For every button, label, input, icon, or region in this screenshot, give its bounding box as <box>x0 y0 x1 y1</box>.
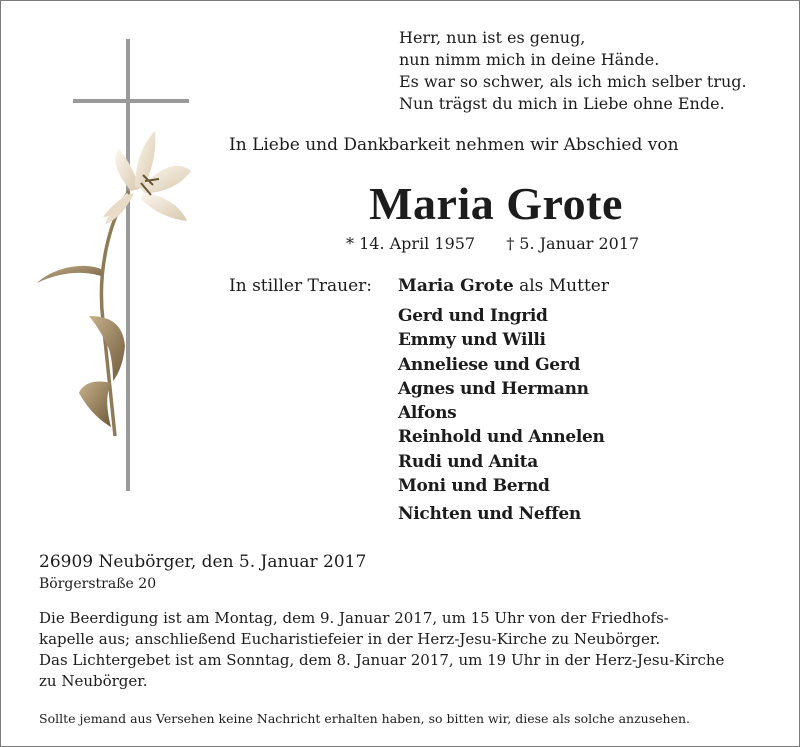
street-address: Börgerstraße 20 <box>39 576 157 592</box>
birth-date: * 14. April 1957 <box>346 234 476 253</box>
death-date: † 5. Januar 2017 <box>506 234 640 253</box>
funeral-line: zu Neubörger. <box>39 672 148 690</box>
cross-icon-bar <box>73 99 189 103</box>
funeral-line: Die Beerdigung ist am Montag, dem 9. Januar 2017, um 15 Uhr von der Friedhofs- <box>39 609 669 627</box>
funeral-details <box>39 608 763 692</box>
mourner-entry: Alfons <box>398 403 457 424</box>
poem-line: nun nimm mich in deine Hände. <box>399 50 660 69</box>
primary-mourner-relation: als Mutter <box>519 276 609 296</box>
primary-mourner-name: Maria Grote <box>398 276 514 296</box>
mourner-entry: Rudi und Anita <box>398 451 538 472</box>
primary-mourner <box>398 276 609 296</box>
place-date: 26909 Neubörger, den 5. Januar 2017 <box>39 552 367 572</box>
funeral-line: kapelle aus; anschließend Eucharistiefeier in der Herz-Jesu-Kirche zu Neubörger. <box>39 630 661 648</box>
mourners-label: In stiller Trauer: <box>229 276 372 296</box>
poem-line: Herr, nun ist es genug, <box>399 28 586 47</box>
mourner-entry: Emmy und Willi <box>398 330 546 351</box>
poem <box>399 27 747 115</box>
funeral-line: Das Lichtergebet ist am Sonntag, dem 8. Januar 2017, um 19 Uhr in der Herz-Jesu-Kirche <box>39 651 725 669</box>
mourner-entry: Gerd und Ingrid <box>398 306 548 326</box>
deceased-name: Maria Grote <box>369 178 623 229</box>
poem-line: Nun trägst du mich in Liebe ohne Ende. <box>399 94 725 113</box>
mourner-list <box>398 304 605 498</box>
mourner-entry: Anneliese und Gerd <box>398 354 581 375</box>
lily-icon <box>31 121 201 441</box>
notice-footnote: Sollte jemand aus Versehen keine Nachricht erhalten haben, so bitten wir, diese als solche anzusehen. <box>39 711 691 726</box>
intro-text: In Liebe und Dankbarkeit nehmen wir Abschied von <box>229 135 679 155</box>
life-dates <box>346 234 665 253</box>
mourner-entry: Moni und Bernd <box>398 476 550 497</box>
poem-line: Es war so schwer, als ich mich selber trug. <box>399 72 747 91</box>
mourner-entry: Agnes und Hermann <box>398 378 589 399</box>
mourner-entry: Reinhold und Annelen <box>398 427 605 448</box>
mourner-nephews: Nichten und Neffen <box>398 504 581 524</box>
